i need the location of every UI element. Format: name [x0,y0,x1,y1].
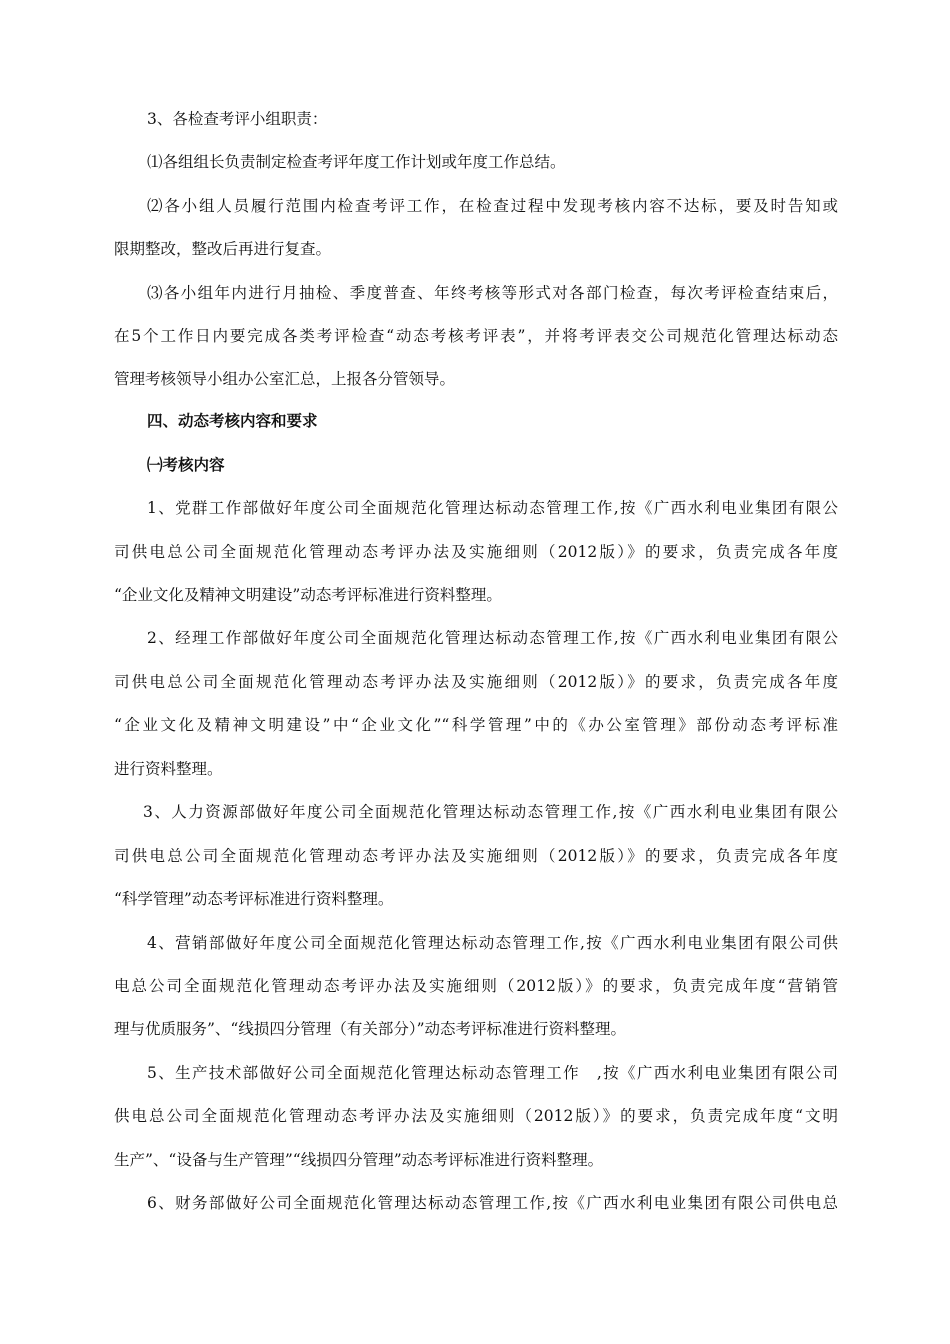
text-line: 管理考核领导小组办公室汇总，上报各分管领导。 [114,370,456,388]
section-heading: 四、动态考核内容和要求 [147,411,318,430]
text-line: 进行资料整理。 [114,760,223,778]
text-line: 5、生产技术部做好公司全面规范化管理达标动态管理工作 ,按《广西水利电业集团有限公司 [147,1064,838,1082]
text-line: 司供电总公司全面规范化管理动态考评办法及实施细则（2012版）》的要求，负责完成各年度 [114,847,838,865]
text-line: “企业文化及精神文明建设”动态考评标准进行资料整理。 [114,586,502,604]
text-line: 限期整改，整改后再进行复查。 [114,240,332,258]
text-line: ⑵各小组人员履行范围内检查考评工作，在检查过程中发现考核内容不达标，要及时告知或 [147,197,838,215]
text-line: 3、人力资源部做好年度公司全面规范化管理达标动态管理工作,按《广西水利电业集团有限公 [143,803,838,821]
text-line: 4、营销部做好年度公司全面规范化管理达标动态管理工作,按《广西水利电业集团有限公司供 [147,934,838,952]
subsection-heading: ㈠考核内容 [147,455,225,474]
text-line: 司供电总公司全面规范化管理动态考评办法及实施细则（2012版）》的要求，负责完成各年度 [114,673,838,691]
text-line: 6、财务部做好公司全面规范化管理达标动态管理工作,按《广西水利电业集团有限公司供电总 [147,1194,838,1212]
text-line: 在5个工作日内要完成各类考评检查“动态考核考评表”，并将考评表交公司规范化管理达标动态 [114,327,838,345]
text-line: 生产”、“设备与生产管理”“线损四分管理”动态考评标准进行资料整理。 [114,1151,604,1169]
text-line: “科学管理”动态考评标准进行资料整理。 [114,890,394,908]
text-line: 理与优质服务”、“线损四分管理（有关部分）”动态考评标准进行资料整理。 [114,1020,627,1038]
text-line: 电总公司全面规范化管理动态考评办法及实施细则（2012版）》的要求，负责完成年度“营销管 [114,977,838,995]
text-line: 供电总公司全面规范化管理动态考评办法及实施细则（2012版）》的要求，负责完成年度“文明 [114,1107,838,1125]
text-line: 司供电总公司全面规范化管理动态考评办法及实施细则（2012版）》的要求，负责完成各年度 [114,543,838,561]
text-line: ⑴各组组长负责制定检查考评年度工作计划或年度工作总结。 [147,153,566,171]
text-line: 3、各检查考评小组职责： [147,110,328,128]
text-line: 2、经理工作部做好年度公司全面规范化管理达标动态管理工作,按《广西水利电业集团有限公 [147,629,838,647]
text-line: ⑶各小组年内进行月抽检、季度普查、年终考核等形式对各部门检查，每次考评检查结束后， [147,284,838,302]
text-line: 1、党群工作部做好年度公司全面规范化管理达标动态管理工作,按《广西水利电业集团有限公 [147,499,838,517]
text-line: “企业文化及精神文明建设”中“企业文化”“科学管理”中的《办公室管理》部份动态考评标准 [114,716,838,734]
